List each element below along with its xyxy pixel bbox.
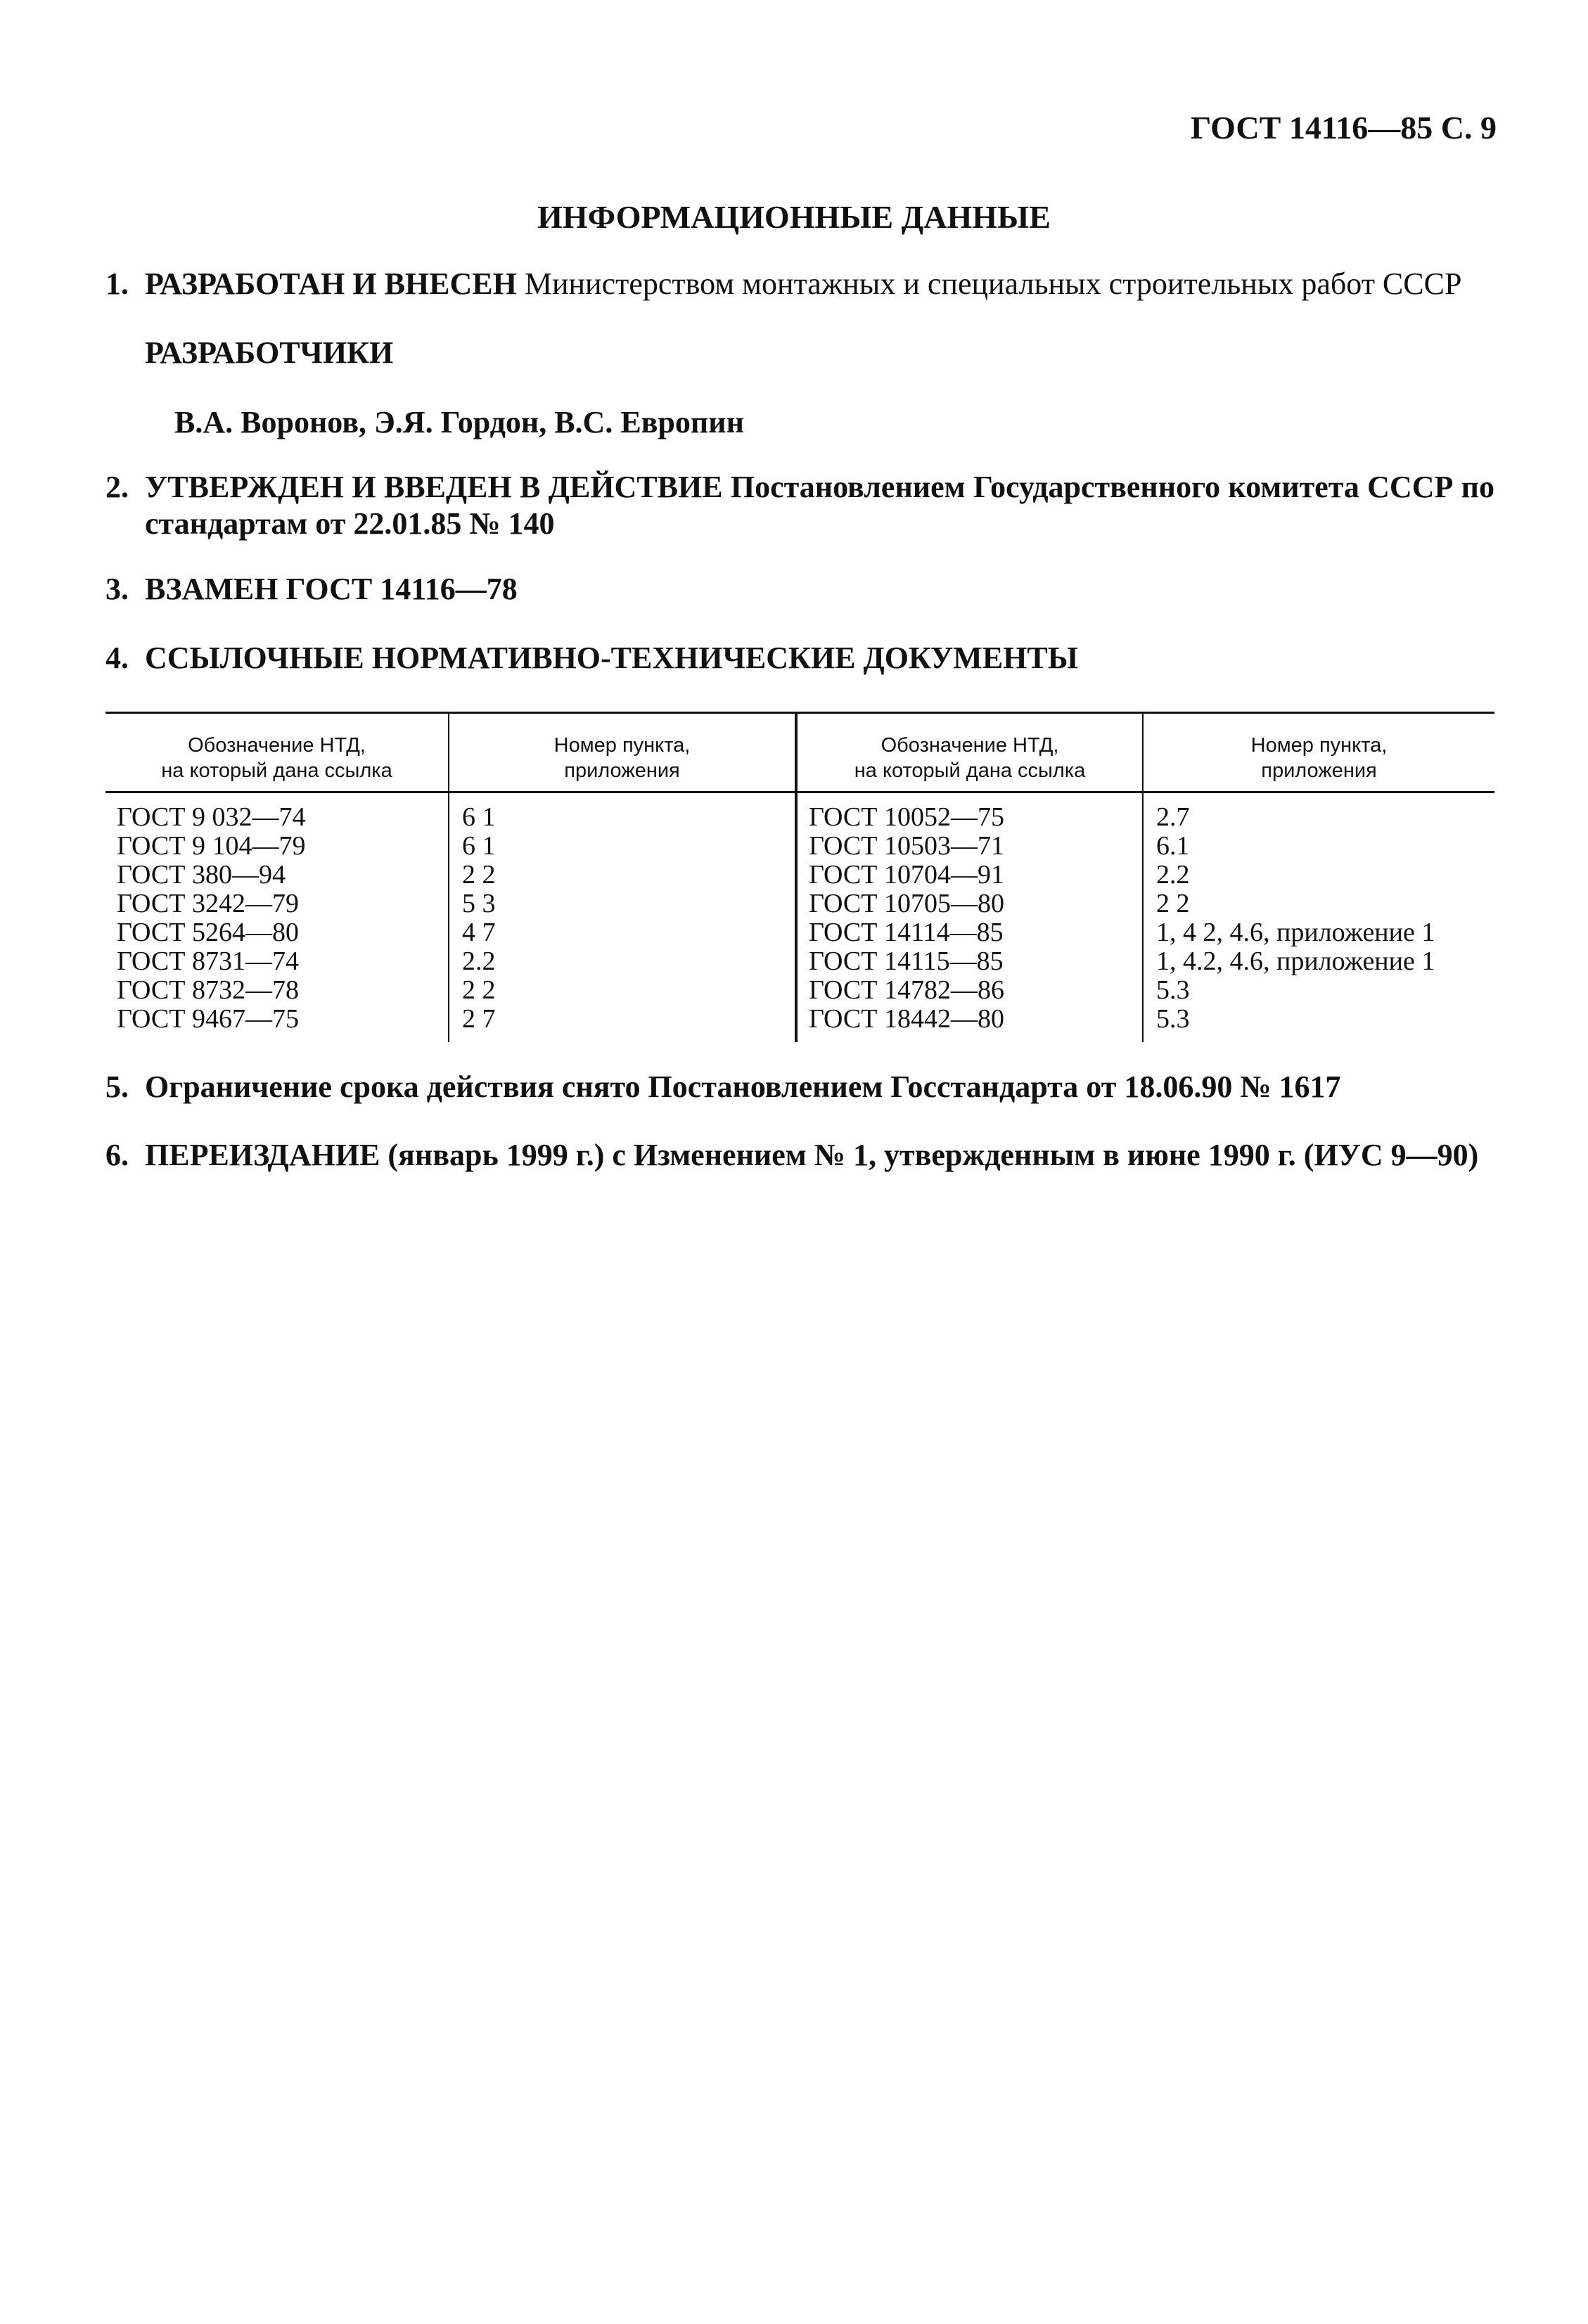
table-cell: 6 1: [462, 831, 496, 861]
table-cell: 2.2: [1156, 860, 1190, 890]
table-cell: 2.2: [462, 946, 496, 976]
table-cell: ГОСТ 380—94: [117, 860, 286, 890]
item-number: 6.: [105, 1138, 129, 1172]
info-item-1: [105, 266, 1494, 302]
table-header-cell: Номер пункта, приложения: [1250, 734, 1388, 782]
table-cell: 4 7: [462, 918, 496, 947]
table-top-rule: [105, 712, 1494, 714]
item-number: 5.: [105, 1070, 129, 1104]
item-lead: РАЗРАБОТАН И ВНЕСЕН: [145, 267, 517, 301]
info-item-5: [105, 1069, 1494, 1105]
developers-heading: РАЗРАБОТЧИКИ: [145, 335, 394, 370]
table-cell: 6 1: [462, 802, 496, 832]
table-cell: ГОСТ 10704—91: [809, 860, 1004, 890]
item-number: 1.: [105, 267, 129, 301]
table-cell: 1, 4 2, 4.6, приложение 1: [1156, 918, 1435, 947]
item-lead: УТВЕРЖДЕН И ВВЕДЕН В ДЕЙСТВИЕ: [145, 470, 723, 504]
item-number: 3.: [105, 572, 129, 606]
table-cell: ГОСТ 14115—85: [809, 946, 1004, 976]
table-cell: ГОСТ 10052—75: [809, 802, 1004, 832]
item-text: Ограничение срока действия снято Постановлением Госстандарта от 18.06.90 № 1617: [145, 1070, 1341, 1104]
table-cell: ГОСТ 8732—78: [117, 975, 299, 1005]
table-cell: ГОСТ 9 104—79: [117, 831, 306, 861]
info-item-2: [105, 469, 1494, 542]
table-cell: ГОСТ 14782—86: [809, 975, 1004, 1005]
table-cell: 2 2: [462, 860, 496, 890]
developers-names: В.А. Воронов, Э.Я. Гордон, В.С. Европин: [174, 405, 744, 439]
table-cell: 2 7: [462, 1004, 496, 1034]
right-docs-column: [809, 803, 1004, 1034]
item-lead: ВЗАМЕН ГОСТ 14116—78: [145, 572, 518, 606]
table-header-cell: Обозначение НТД, на который дана ссылка: [854, 734, 1086, 782]
left-docs-column: [117, 803, 306, 1034]
info-item-4: [105, 640, 1494, 676]
table-cell: 2.7: [1156, 802, 1190, 832]
table-cell: 2 2: [462, 975, 496, 1005]
table-cell: ГОСТ 14114—85: [809, 918, 1004, 947]
table-cell: 1, 4.2, 4.6, приложение 1: [1156, 946, 1435, 976]
table-cell: ГОСТ 5264—80: [117, 918, 299, 947]
table-cell: 6.1: [1156, 831, 1190, 861]
table-cell: 2 2: [1156, 889, 1190, 918]
table-cell: 5.3: [1156, 975, 1190, 1005]
table-cell: ГОСТ 3242—79: [117, 889, 299, 918]
table-cell: ГОСТ 9467—75: [117, 1004, 299, 1034]
table-cell: ГОСТ 10503—71: [809, 831, 1004, 861]
table-cell: ГОСТ 10705—80: [809, 889, 1004, 918]
info-item-6: [105, 1137, 1494, 1174]
item-text: Министерством монтажных и специальных строительных работ СССР: [524, 267, 1462, 301]
table-cell: 5 3: [462, 889, 496, 918]
document-title: ИНФОРМАЦИОННЫЕ ДАННЫЕ: [537, 199, 1051, 235]
table-header-cell: Номер пункта, приложения: [553, 734, 691, 782]
item-lead: ССЫЛОЧНЫЕ НОРМАТИВНО-ТЕХНИЧЕСКИЕ ДОКУМЕНТЫ: [145, 641, 1078, 675]
table-cell: ГОСТ 18442—80: [809, 1004, 1004, 1034]
table-cell: ГОСТ 8731—74: [117, 946, 299, 976]
page-header: ГОСТ 14116—85 С. 9: [1190, 110, 1497, 146]
table-cell: ГОСТ 9 032—74: [117, 802, 306, 832]
item-number: 2.: [105, 470, 129, 504]
item-number: 4.: [105, 641, 129, 675]
info-item-3: [105, 571, 1494, 608]
right-items-column: [1156, 803, 1435, 1034]
item-text: Постановлением Государственного комитета СССР по стандартам от 22.01.85 № 140: [145, 470, 1495, 541]
left-items-column: [462, 803, 496, 1034]
table-cell: 5.3: [1156, 1004, 1190, 1034]
reference-documents-table: [105, 712, 1494, 1042]
table-header-cell: Обозначение НТД, на который дана ссылка: [161, 734, 392, 782]
table-header-rule: [105, 791, 1494, 793]
item-text: ПЕРЕИЗДАНИЕ (январь 1999 г.) с Изменением № 1, утвержденным в июне 1990 г. (ИУС 9—90): [145, 1138, 1479, 1172]
